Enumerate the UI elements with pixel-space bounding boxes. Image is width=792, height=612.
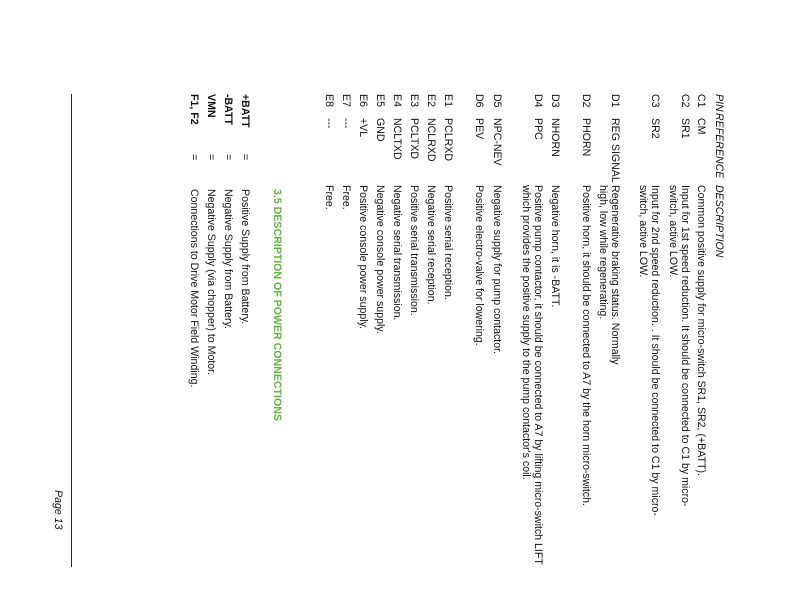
ref-d3: NHORN	[549, 118, 561, 157]
ref-d2: PHORN	[580, 118, 592, 157]
desc-e8: Free.	[323, 185, 335, 210]
pin-e6: E6	[357, 94, 369, 107]
desc-e5: Negative console power supply.	[374, 185, 386, 334]
footer-rule	[71, 94, 72, 567]
pin-d3: D3	[549, 94, 561, 108]
ref-d5: NPC-NEV	[491, 118, 503, 166]
pin-e2: E2	[425, 94, 437, 107]
ref-e4: NCLTXD	[391, 118, 403, 160]
desc-d6: Positive electro-valve for lowering.	[473, 185, 485, 346]
power-desc: Negative Supply from Battery.	[222, 189, 234, 329]
pin-c1: C1	[695, 94, 707, 108]
desc-c2: Input for 1st speed reduction. It should be connected to C1 by micro-switch, active LOW.	[667, 185, 691, 507]
pin-d1: D1	[609, 94, 621, 108]
desc-d3: Negative horn, it is -BATT.	[549, 185, 561, 308]
ref-c3: SR2	[649, 118, 661, 139]
ref-c1: CM	[695, 118, 707, 135]
power-term-batt-pos: +BATT	[239, 94, 251, 128]
pin-e1: E1	[442, 94, 454, 107]
power-term-f1f2: F1, F2	[188, 94, 200, 125]
desc-c1: Common positive supply for micro-switch SR1, SR2, (+BATT).	[695, 185, 707, 476]
desc-e3: Positive serial transmission.	[408, 185, 420, 316]
ref-e8: ---	[323, 118, 335, 129]
header-description: DESCRIPTION	[713, 185, 725, 258]
desc-d2: Positive horn, it should be connected to A7 by the horn micro-switch.	[580, 185, 592, 506]
ref-d6: PEV	[473, 118, 485, 140]
pin-e8: E8	[323, 94, 335, 107]
desc-d4: Positive pump contactor, it should be connected to A7 by lifting micro-switch LIFT which provides the positive supply to the pump contactor's coil.	[520, 185, 544, 565]
power-desc: Connections to Drive Motor Field Winding.	[188, 189, 200, 388]
pin-d5: D5	[491, 94, 503, 108]
desc-e6: Positive console power supply.	[357, 185, 369, 330]
pin-e5: E5	[374, 94, 386, 107]
pin-c3: C3	[649, 94, 661, 108]
pin-d4: D4	[532, 94, 544, 108]
header-pin: PIN	[713, 94, 725, 112]
ref-e2: NCLRXD	[425, 118, 437, 162]
power-desc: Negative Supply (via chopper) to Motor.	[205, 189, 217, 376]
desc-e4: Negative serial transmission.	[391, 185, 403, 321]
ref-e5: GND	[374, 118, 386, 142]
desc-d1: Regenerative braking status. Normally high, low while regenerating.	[597, 185, 621, 365]
ref-d1: REG SIGNAL	[609, 118, 621, 183]
pin-e4: E4	[391, 94, 403, 107]
ref-d4: PPC	[532, 118, 544, 140]
ref-c2: SR1	[679, 118, 691, 139]
ref-e1: PCLRXD	[442, 118, 454, 161]
power-eq: =	[205, 154, 217, 161]
ref-e6: +VL	[357, 118, 369, 138]
desc-d5: Negative supply for pump contactor.	[491, 185, 503, 355]
power-eq: =	[188, 154, 200, 161]
desc-e1: Positive serial reception.	[442, 185, 454, 300]
power-desc: Positive Supply from Battery.	[239, 189, 251, 325]
desc-e2: Negative serial reception.	[425, 185, 437, 305]
pin-e7: E7	[340, 94, 352, 107]
pin-e3: E3	[408, 94, 420, 107]
ref-e7: ---	[340, 118, 352, 129]
page-number: Page 13	[52, 490, 64, 530]
section-title: 3.5 DESCRIPTION OF POWER CONNECTIONS	[271, 189, 283, 421]
pin-d6: D6	[473, 94, 485, 108]
power-eq: =	[239, 154, 251, 161]
ref-e3: PCLTXD	[408, 118, 420, 160]
desc-c3: Input for 2nd speed reduction. . It should be connected to C1 by micro-switch, active LOW.	[637, 185, 661, 516]
header-reference: REFERENCE	[713, 113, 725, 179]
power-term-vmn: VMN	[205, 94, 217, 118]
desc-e7: Free.	[340, 185, 352, 210]
pin-d2: D2	[580, 94, 592, 108]
power-term-batt-neg: -BATT	[222, 94, 234, 125]
pin-c2: C2	[679, 94, 691, 108]
power-eq: =	[222, 154, 234, 161]
